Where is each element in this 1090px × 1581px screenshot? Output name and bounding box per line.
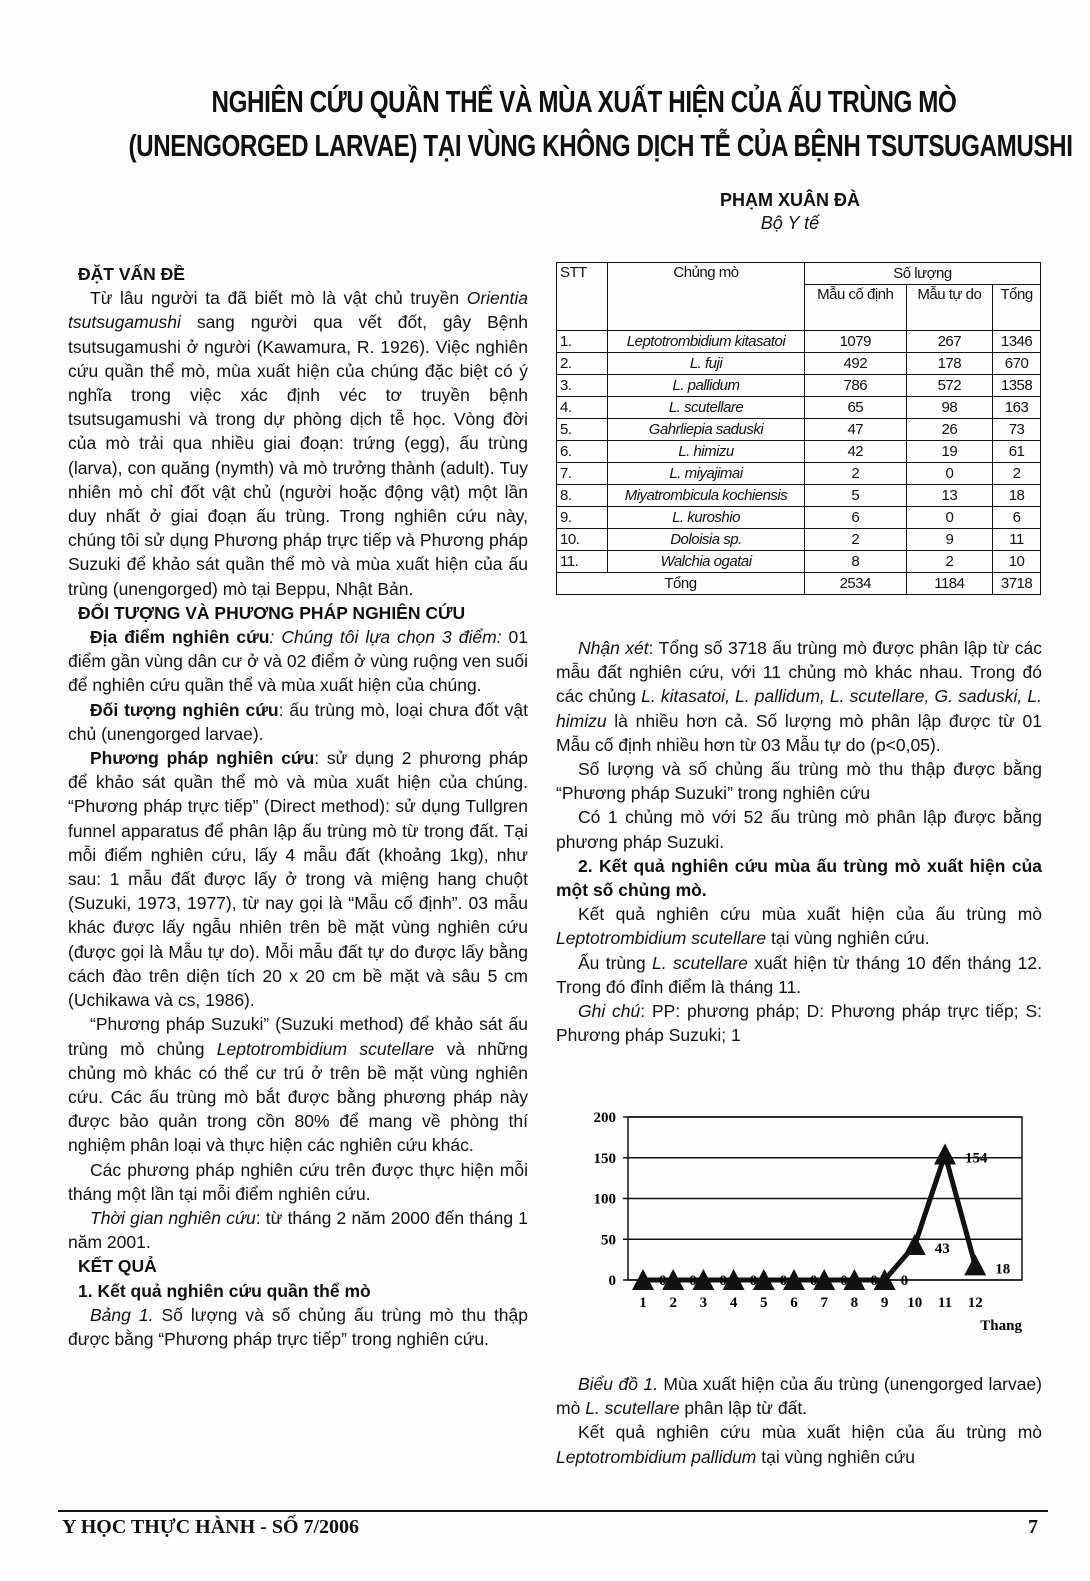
y-tick-label: 150 xyxy=(593,1150,616,1167)
table-row xyxy=(557,397,1041,419)
row-stt: 10. xyxy=(557,529,608,551)
paragraph xyxy=(68,1303,528,1351)
text-run: sang người qua vết đốt, gây Bệnh tsutsugamushi ở người (Kawamura, R. 1926). Việc nghiên cứu quần thể mò, mùa xuất hiện của chúng đặc biệt có ý nghĩa trong việc xác định véc tơ truyền bệnh tsutsugamushi và trong dự phòng dịch tễ học. Vòng đời của mò trải qua nhiều giai đoạn: trứng (egg), ấu trùng (larva), con quăng (nymth) và mò trưởng thành (adult). Tuy nhiên mò chỉ đốt vật chủ (người hoặc động vật) một lần duy nhất ở giai đoạn ấu trùng. Trong nghiên cứu này, chúng tôi sử dụng Phương pháp trực tiếp và Phương pháp Suzuki để khảo sát quần thể mò và mùa xuất hiện của ấu trùng (unengorged) mò tại Beppu, Nhật Bản. xyxy=(68,312,528,599)
x-tick-label: 12 xyxy=(967,1295,983,1311)
row-strain: Walchia ogatai xyxy=(608,551,805,573)
italic-text: Ghi chú xyxy=(578,1001,641,1022)
row-stt: 5. xyxy=(557,419,608,441)
data-label: 0 xyxy=(900,1273,909,1289)
x-axis-label: Thang xyxy=(980,1318,1022,1334)
table-row xyxy=(557,419,1041,441)
x-tick-label: 4 xyxy=(729,1295,738,1311)
paragraph xyxy=(68,1206,528,1254)
table-row xyxy=(557,507,1041,529)
text-run: KẾT QUẢ xyxy=(78,1256,157,1277)
data-label: 0 xyxy=(810,1273,818,1289)
y-tick-label: 50 xyxy=(601,1232,616,1249)
header-stt: STT xyxy=(557,263,608,331)
text-run: Số lượng và số chủng ấu trùng mò thu thập được bằng “Phương pháp trực tiếp” trong nghiên cứu. xyxy=(68,1304,528,1349)
bold-text: 2. Kết quả nghiên cứu mùa ấu trùng mò xuất hiện của một số chủng mò. xyxy=(556,855,1042,901)
y-tick-label: 200 xyxy=(593,1110,616,1126)
row-stt: 6. xyxy=(557,441,608,463)
x-tick-label: 9 xyxy=(880,1295,889,1311)
header-free: Mẫu tự do xyxy=(906,285,993,331)
x-tick-label: 10 xyxy=(907,1295,923,1311)
seasonality-chart xyxy=(560,1090,1040,1340)
text-run: ĐẶT VẤN ĐỀ xyxy=(78,264,185,284)
y-tick-label: 0 xyxy=(608,1273,616,1289)
paragraph xyxy=(556,757,1042,805)
text-run: : từ tháng 2 năm 2000 đến tháng 1 năm 2001. xyxy=(68,1207,529,1253)
total-label: Tổng xyxy=(557,573,805,595)
footer-journal: Y HỌC THỰC HÀNH - SỐ 7/2006 xyxy=(62,1516,360,1538)
paragraph xyxy=(68,286,528,601)
row-stt: 11. xyxy=(557,551,608,573)
bold-text: Đối tượng nghiên cứu xyxy=(90,699,279,720)
paragraph xyxy=(556,805,1042,853)
italic-text: L. scutellare xyxy=(652,952,748,973)
row-total: 61 xyxy=(993,441,1041,463)
footer-rule xyxy=(58,1510,1048,1512)
row-total: 670 xyxy=(993,353,1041,375)
row-strain: Miyatrombicula kochiensis xyxy=(608,485,805,507)
right-column-top xyxy=(556,636,1042,1047)
italic-text: Orientia tsutsugamushi xyxy=(68,288,528,333)
paragraph xyxy=(556,999,1042,1047)
paragraph xyxy=(556,951,1042,999)
data-label: 0 xyxy=(659,1273,667,1289)
table-row xyxy=(557,331,1041,353)
right-column-bottom xyxy=(556,1372,1042,1469)
table-row xyxy=(557,353,1041,375)
row-strain: L. pallidum xyxy=(608,375,805,397)
row-fixed: 42 xyxy=(805,441,907,463)
text-run: Kết quả nghiên cứu mùa xuất hiện của ấu trùng mò xyxy=(578,1422,1042,1443)
row-total: 18 xyxy=(993,485,1041,507)
row-stt: 4. xyxy=(557,397,608,419)
row-free: 26 xyxy=(906,419,993,441)
text-run: 01 điểm gần vùng dân cư ở và 02 điểm ở vùng ruộng ven suối để nghiên cứu quần thể và mùa xuất hiện của chúng. xyxy=(68,627,528,696)
table-row xyxy=(557,441,1041,463)
left-column xyxy=(68,262,528,1351)
title-line-1: NGHIÊN CỨU QUẦN THỂ VÀ MÙA XUẤT HIỆN CỦA ẤU TRÙNG MÒ xyxy=(211,84,957,119)
row-free: 572 xyxy=(906,375,993,397)
italic-text: Biểu đồ 1. xyxy=(578,1374,658,1394)
bold-text: Phương pháp nghiên cứu xyxy=(90,748,315,769)
text-run: Có 1 chủng mò với 52 ấu trùng mò phân lập được bằng phương pháp Suzuki. xyxy=(556,807,1042,852)
paragraph xyxy=(556,854,1042,902)
x-tick-label: 8 xyxy=(850,1295,859,1311)
text-run: : sử dụng 2 phương pháp để khảo sát quần thể mò và mùa xuất hiện của chúng. “Phương pháp trực tiếp” (Direct method): sử dụng Tullgren funnel apparatus để phân lập ấu trùng mò từ trong đất. Tại mỗi điểm nghiên cứu, lấy 4 mẫu đất (khoảng 1kg), như sau: 1 mẫu đất được lấy ở trong và miệng hang chuột (Suzuki, 1973, 1977), từ nay gọi là “Mẫu cố định”. 03 mẫu khác được lấy ngẫu nhiên trên bề mặt vùng nghiên cứu (được gọi là Mẫu tự do). Mỗi mẫu đất tự do được lấy bằng cách đào trên diện tích 20 x 20 cm bề mặt và sâu 5 cm (Uchikawa và cs, 1986). xyxy=(68,748,528,1011)
section-heading xyxy=(68,1279,528,1303)
results-table xyxy=(556,262,1041,595)
row-strain: L. miyajimai xyxy=(608,463,805,485)
italic-text: Leptotrombidium scutellare xyxy=(556,928,767,949)
row-free: 0 xyxy=(906,463,993,485)
text-run: Số lượng và số chủng ấu trùng mò thu thập được bằng “Phương pháp Suzuki” trong nghiên cứu xyxy=(556,759,1042,804)
x-tick-label: 5 xyxy=(760,1295,768,1311)
text-run: : Tổng số 3718 ấu trùng mò được phân lập từ các mẫu đất nghiên cứu, với 11 chủng mò khác nhau. Trong đó các chủng xyxy=(556,638,1043,707)
row-free: 9 xyxy=(906,529,993,551)
paragraph xyxy=(68,698,528,746)
data-label: 0 xyxy=(870,1273,878,1289)
row-free: 2 xyxy=(906,551,993,573)
paragraph xyxy=(556,902,1042,950)
text-run: phân lập từ đất. xyxy=(679,1398,808,1419)
x-tick-label: 2 xyxy=(669,1295,677,1311)
row-total: 1358 xyxy=(993,375,1041,397)
data-label: 0 xyxy=(779,1273,788,1289)
text-run: : PP: phương pháp; D: Phương pháp trực tiếp; S: Phương pháp Suzuki; 1 xyxy=(556,1001,1042,1046)
italic-text: Leptotrombidium pallidum xyxy=(556,1446,757,1467)
title-line-2: (UNENGORGED LARVAE) TẠI VÙNG KHÔNG DỊCH TỄ CỦA BỆNH TSUTSUGAMUSHI xyxy=(128,128,1073,163)
text-run: Từ lâu người ta đã biết mò là vật chủ truyền xyxy=(90,288,467,309)
author-affiliation: Bộ Y tế xyxy=(760,213,820,233)
row-stt: 3. xyxy=(557,375,608,397)
data-label: 0 xyxy=(840,1273,848,1289)
series-line xyxy=(643,1154,975,1280)
text-run: : ấu trùng mò, loại chưa đốt vật chủ (unengorged larvae). xyxy=(68,699,529,744)
italic-text: Nhận xét xyxy=(578,638,649,658)
row-total: 163 xyxy=(993,397,1041,419)
bold-text: Địa điểm nghiên cứu xyxy=(90,627,270,648)
row-strain: L. scutellare xyxy=(608,397,805,419)
text-run: là nhiều hơn cả. Số lượng mò phân lập được từ 01 Mẫu cố định nhiều hơn từ 03 Mẫu tự do (p<0,05). xyxy=(556,710,1042,755)
row-free: 13 xyxy=(906,485,993,507)
data-point-triangle xyxy=(904,1234,926,1255)
italic-text: Bảng 1. xyxy=(90,1304,154,1325)
row-free: 19 xyxy=(906,441,993,463)
row-stt: 1. xyxy=(557,331,608,353)
data-label: 43 xyxy=(934,1240,950,1257)
row-strain: L. kuroshio xyxy=(608,507,805,529)
header-strain: Chủng mò xyxy=(608,263,805,331)
data-label: 18 xyxy=(995,1261,1011,1278)
table-row xyxy=(557,485,1041,507)
row-stt: 2. xyxy=(557,353,608,375)
text-run: tại vùng nghiên cứu. xyxy=(766,928,930,949)
italic-text: Leptotrombidium scutellare xyxy=(216,1038,435,1059)
table-row xyxy=(557,551,1041,573)
row-strain: Gahrliepia saduski xyxy=(608,419,805,441)
author-name: PHẠM XUÂN ĐÀ xyxy=(719,190,860,210)
text-run: 1. Kết quả nghiên cứu quần thể mò xyxy=(78,1280,371,1301)
row-fixed: 2 xyxy=(805,463,907,485)
x-tick-label: 7 xyxy=(820,1295,828,1311)
section-heading xyxy=(68,601,528,625)
row-strain: Leptotrombidium kitasatoi xyxy=(608,331,805,353)
paragraph xyxy=(556,636,1042,757)
paragraph xyxy=(68,1012,528,1157)
row-fixed: 786 xyxy=(805,375,907,397)
italic-text: L. kitasatoi, L. pallidum, L. scutellare, G. saduski, L. himizu xyxy=(556,686,1042,731)
text-run: Kết quả nghiên cứu mùa xuất hiện của ấu trùng mò xyxy=(578,904,1042,925)
paragraph xyxy=(68,625,528,698)
italic-text: : Chúng tôi lựa chọn 3 điểm: xyxy=(269,627,502,648)
data-label: 0 xyxy=(749,1273,758,1289)
row-total: 6 xyxy=(993,507,1041,529)
row-fixed: 6 xyxy=(805,507,907,529)
data-point-triangle xyxy=(964,1254,986,1275)
footer-page-number: 7 xyxy=(1028,1516,1038,1538)
row-stt: 9. xyxy=(557,507,608,529)
table-row xyxy=(557,463,1041,485)
section-heading xyxy=(68,1254,528,1278)
row-fixed: 2 xyxy=(805,529,907,551)
row-free: 178 xyxy=(906,353,993,375)
data-label: 0 xyxy=(689,1273,697,1289)
paragraph xyxy=(68,1158,528,1206)
row-total: 1346 xyxy=(993,331,1041,353)
y-tick-label: 100 xyxy=(593,1191,616,1208)
row-fixed: 47 xyxy=(805,419,907,441)
row-total: 11 xyxy=(993,529,1041,551)
text-run: ĐỐI TƯỢNG VÀ PHƯƠNG PHÁP NGHIÊN CỨU xyxy=(78,602,466,623)
text-run: và những chủng mò khác có thể cư trú ở trên bề mặt vùng nghiên cứu. Các ấu trùng mò bắt được bằng phương pháp này được bảo quản trong cồn 80% để mang về phòng thí nghiệm phân loại và thực hiện các nghiên cứu khác. xyxy=(68,1038,528,1156)
data-label: 154 xyxy=(965,1150,988,1167)
total-fixed: 2534 xyxy=(805,573,907,595)
header-total: Tổng xyxy=(993,285,1041,331)
row-total: 10 xyxy=(993,551,1041,573)
table-row xyxy=(557,375,1041,397)
row-total: 73 xyxy=(993,419,1041,441)
data-label: 0 xyxy=(719,1273,727,1289)
header-fixed: Mẫu cố định xyxy=(805,285,907,331)
text-run: Ấu trùng xyxy=(578,952,652,973)
row-free: 98 xyxy=(906,397,993,419)
text-run: Các phương pháp nghiên cứu trên được thực hiện mỗi tháng một lần tại mỗi điểm nghiên cứu. xyxy=(68,1159,528,1204)
header-quantity: Số lượng xyxy=(805,263,1041,285)
x-tick-label: 11 xyxy=(937,1295,953,1311)
paragraph xyxy=(556,1372,1042,1420)
row-strain: L. fuji xyxy=(608,353,805,375)
row-free: 267 xyxy=(906,331,993,353)
text-run: tại vùng nghiên cứu xyxy=(756,1446,916,1467)
total-all: 3718 xyxy=(993,573,1041,595)
row-fixed: 65 xyxy=(805,397,907,419)
row-fixed: 492 xyxy=(805,353,907,375)
row-total: 2 xyxy=(993,463,1041,485)
data-point-triangle xyxy=(934,1143,956,1164)
paragraph xyxy=(68,746,528,1012)
row-stt: 8. xyxy=(557,485,608,507)
row-fixed: 5 xyxy=(805,485,907,507)
row-free: 0 xyxy=(906,507,993,529)
paragraph xyxy=(556,1420,1042,1468)
x-tick-label: 6 xyxy=(790,1295,798,1311)
text-run: “Phương pháp Suzuki” (Suzuki method) để khảo sát ấu trùng mò chủng xyxy=(68,1014,528,1059)
text-run: Mùa xuất hiện của ấu trùng (unengorged larvae) mò xyxy=(556,1374,1042,1419)
row-strain: Doloisia sp. xyxy=(608,529,805,551)
row-fixed: 1079 xyxy=(805,331,907,353)
row-stt: 7. xyxy=(557,463,608,485)
section-heading xyxy=(68,262,528,286)
italic-text: L. scutellare xyxy=(585,1398,680,1419)
italic-text: Thời gian nghiên cứu xyxy=(90,1207,256,1228)
row-fixed: 8 xyxy=(805,551,907,573)
x-tick-label: 1 xyxy=(639,1295,647,1311)
total-free: 1184 xyxy=(906,573,993,595)
x-tick-label: 3 xyxy=(699,1295,708,1311)
text-run: xuất hiện từ tháng 10 đến tháng 12. Trong đó đỉnh điểm là tháng 11. xyxy=(556,952,1042,997)
table-row xyxy=(557,529,1041,551)
row-strain: L. himizu xyxy=(608,441,805,463)
